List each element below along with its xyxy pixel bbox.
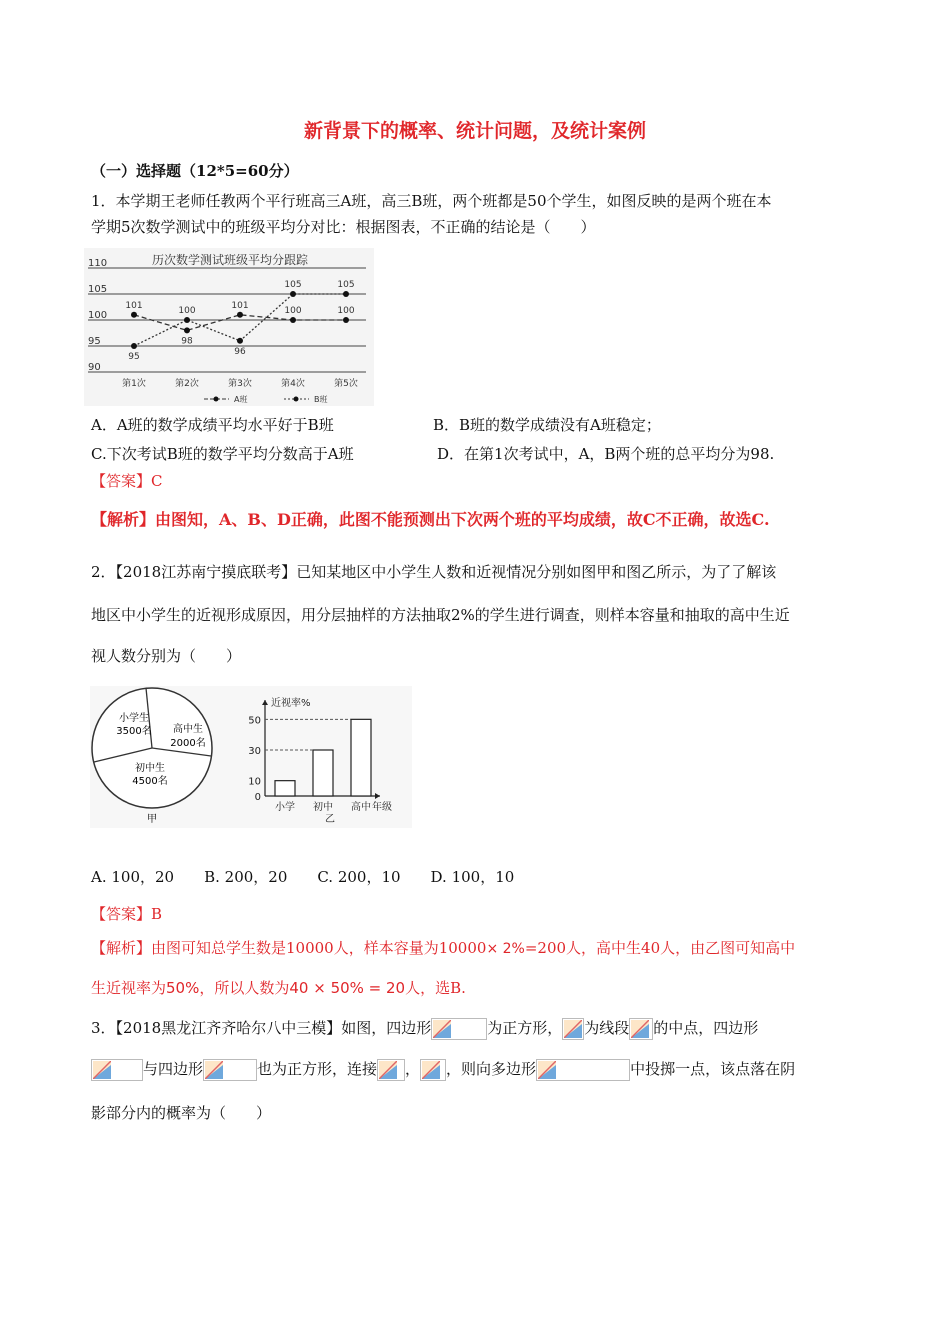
pie-caption: 甲 [147,814,157,825]
data-point [343,317,349,323]
bar [275,781,295,796]
q3-stem-line1 [91,1017,758,1040]
data-label: 98 [181,336,193,347]
data-point [131,312,137,318]
math-image-placeholder [420,1059,446,1081]
data-label: 105 [284,280,302,290]
x-tick-label: 高中 [351,802,371,813]
q3-text-2a: 与四边形 [143,1060,204,1078]
broken-image-icon [205,1061,223,1079]
legend-label-a: A班 [234,395,248,404]
q3-text-1a: 3．【2018黑龙江齐齐哈尔八中三模】如图，四边形 [91,1019,432,1037]
q1-stem-line2: 学期5次数学测试中的班级平均分对比：根据图表，不正确的结论是（ ） [91,218,596,236]
data-label: 101 [125,300,143,311]
math-image-placeholder [203,1059,257,1081]
data-label: 96 [234,346,246,357]
pie-count-primary: 3500名 [116,726,152,737]
pie-label-primary: 小学生 [119,713,149,724]
q1-stem-line1: 1．本学期王老师任教两个平行班高三A班，高三B班，两个班都是50个学生，如图反映的是两个班在本 [91,192,772,210]
legend-marker-b [294,397,299,402]
data-point [290,291,296,297]
data-label: 95 [128,352,140,362]
section-heading: （一）选择题（12*5=60分） [91,162,299,180]
broken-image-icon [538,1061,556,1079]
q3-text-2e: 中投掷一点，该点落在阴 [630,1060,796,1078]
x-tick-label: 第1次 [122,379,146,389]
q2-answer: 【答案】B [91,905,163,923]
math-image-placeholder [562,1018,584,1040]
q2-analysis-pct: 50% [166,979,200,997]
data-point [290,317,296,323]
bar [351,719,371,796]
page-title: 新背景下的概率、统计问题，及统计案例 [303,120,646,142]
q2-stem-line3: 视人数分别为（ ） [91,647,242,665]
q2-stem-line2: 地区中小学生的近视形成原因，用分层抽样的方法抽取2%的学生进行调查，则样本容量和抽取的高中生近 [91,606,790,624]
q2-analysis-text-e: 人，选B. [405,979,466,997]
y-tick-label: 100 [88,310,108,321]
q2-analysis-text-d: ，所以人数为 [199,979,290,997]
y-tick-label: 10 [248,776,261,788]
q3-text-2c: ， [405,1060,421,1078]
q2-figures [90,686,412,828]
broken-image-icon [433,1020,451,1038]
q3-text-1b: 为正方形， [487,1019,563,1037]
chart-title: 历次数学测试班级平均分跟踪 [151,253,309,267]
y-tick-label: 110 [88,258,108,269]
q2-options: A. 100，20 B. 200，20 C. 200，10 D. 100，10 [91,868,515,886]
q2-stem-line1: 2．【2018江苏南宁摸底联考】已知某地区中小学生人数和近视情况分别如图甲和图乙所示，为了了解该 [91,563,777,581]
x-axis-label: 年级 [372,802,392,813]
data-point [131,343,137,349]
q2-analysis-text-a: 【解析】由图可知总学生数是10000人，样本容量为10000 [91,939,487,957]
data-point [237,312,243,318]
data-label: 100 [337,306,355,316]
math-image-placeholder [91,1059,143,1081]
data-label: 100 [284,306,302,316]
q2-analysis-line1 [91,937,795,958]
q1-option-d: D．在第1次考试中，A，B两个班的总平均分为98. [437,445,775,463]
x-tick-label: 第3次 [228,379,252,389]
q3-text-1d: 的中点，四边形 [653,1019,759,1037]
q3-stem-line2 [91,1058,795,1081]
pie-label-junior: 初中生 [135,763,165,774]
legend-marker-a [214,397,219,402]
y-tick-label: 50 [248,715,261,727]
math-image-placeholder [431,1018,487,1040]
broken-image-icon [93,1061,111,1079]
bar-chart-caption: 乙 [325,814,335,825]
pie-label-senior: 高中生 [173,724,203,735]
q1-analysis: 【解析】由图知，A、B、D正确，此图不能预测出下次两个班的平均成绩，故C不正确，故选C. [91,510,770,529]
broken-image-icon [379,1061,397,1079]
broken-image-icon [631,1020,649,1038]
x-tick-label: 第4次 [281,379,305,389]
q3-text-1c: 为线段 [584,1019,630,1037]
y-tick-label: 90 [88,362,101,373]
x-tick-label: 小学 [275,802,295,813]
q3-stem-line3: 影部分内的概率为（ ） [91,1104,272,1122]
q1-answer: 【答案】C [91,472,163,490]
q2-analysis-text-b: =200人，高中生40人，由乙图可知高中 [524,939,796,957]
q3-text-2d: ，则向多边形 [446,1060,537,1078]
y-tick-label: 95 [88,336,101,347]
x-tick-label: 初中 [313,802,333,813]
math-image-placeholder [377,1059,405,1081]
math-image-placeholder [536,1059,630,1081]
data-point [343,291,349,297]
y-tick-label: 30 [248,746,261,757]
q1-option-c: C.下次考试B班的数学平均分数高于A班 [91,445,354,463]
x-tick-label: 第2次 [175,379,199,389]
y-axis-label: 近视率% [271,698,311,709]
q3-text-2b: 也为正方形，连接 [257,1060,378,1078]
q1-option-b: B．B班的数学成绩没有A班稳定； [433,416,661,434]
pie-count-junior: 4500名 [132,776,168,787]
q2-analysis-times: × 2% [486,941,525,957]
broken-image-icon [422,1061,440,1079]
legend-label-b: B班 [314,395,328,404]
y-tick-label: 0 [254,792,261,803]
q2-analysis-text-c: 生近视率为 [91,979,167,997]
data-point [184,317,190,323]
q1-option-a: A．A班的数学成绩平均水平好于B班 [91,416,334,434]
q2-analysis-line2 [91,977,466,998]
y-tick-label: 105 [88,284,108,295]
data-label: 101 [231,300,249,311]
q2-analysis-expr: 40 × 50% = 20 [289,979,406,997]
bar [313,750,333,796]
x-tick-label: 第5次 [334,379,358,389]
data-label: 105 [337,280,355,290]
math-image-placeholder [629,1018,653,1040]
pie-count-senior: 2000名 [170,738,206,749]
data-point [184,327,190,333]
data-point [237,338,243,344]
broken-image-icon [564,1020,582,1038]
data-label: 100 [178,306,196,316]
q1-line-chart [84,248,374,406]
